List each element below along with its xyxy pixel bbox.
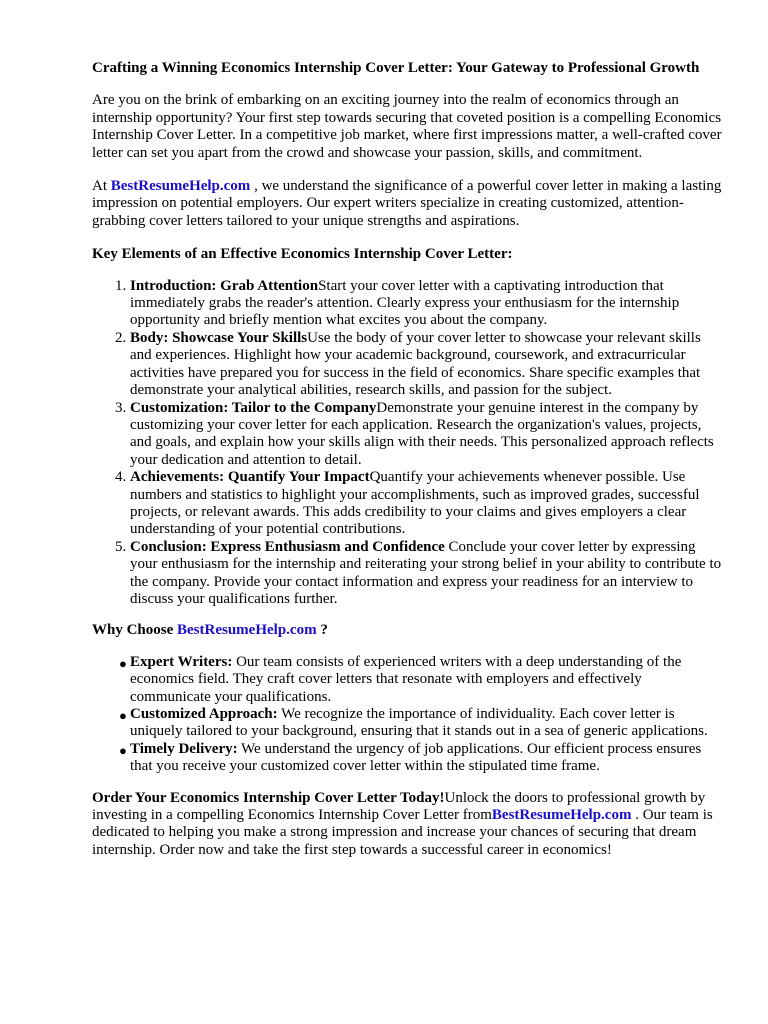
list-item — [119, 653, 724, 706]
bullet-icon: ● — [119, 655, 127, 671]
list-item — [130, 330, 724, 400]
item-text: Start your cover letter with a captivating introduction that immediately grabs the reader's attention. Clearly express your enthusiasm for the internship opportunity and briefly mention what excites you about the company. — [130, 277, 680, 329]
why-choose-list — [92, 654, 724, 776]
why-suffix: ? — [316, 622, 328, 639]
item-title: Introduction: Grab Attention — [130, 277, 319, 294]
item-title: Achievements: Quantify Your Impact — [130, 469, 370, 486]
item-text: Quantify your achievements whenever possible. Use numbers and statistics to highlight your accomplishments, such as improved grades, successful projects, or relevant awards. This adds credibility to your claims and gives employers a clear understanding of your potential contributions. — [130, 469, 700, 538]
item-title: Timely Delivery: — [130, 740, 238, 757]
bullet-icon: ● — [119, 742, 127, 758]
item-title: Conclusion: Express Enthusiasm and Confidence — [130, 538, 445, 555]
list-item — [130, 278, 724, 330]
why-prefix: Why Choose — [92, 622, 178, 639]
key-elements-list — [92, 278, 724, 609]
bullet-icon: ● — [119, 708, 127, 723]
key-elements-heading: Key Elements of an Effective Economics Internship Cover Letter: — [92, 246, 513, 263]
order-suffix: . Our team is dedicated to helping you make a strong impression and increase your chances of securing that dream internship. Order now and take the first step towards a successful career in economics! — [92, 807, 713, 858]
order-title: Order Your Economics Internship Cover Letter Today! — [92, 789, 445, 806]
item-text: Our team consists of experienced writers with a deep understanding of the economics field. They craft cover letters that resonate with employers and effectively communicate your qualifications. — [130, 653, 682, 705]
item-text: We understand the urgency of job applications. Our efficient process ensures that you receive your customized cover letter within the stipulated time frame. — [130, 740, 702, 775]
why-choose-heading — [92, 622, 724, 639]
item-text: Conclude your cover letter by expressing your enthusiasm for the internship and reiterating your strong belief in your ability to contribute to the company. Provide your contact information and express your readiness for an interview to discuss your qualifications further. — [130, 538, 722, 607]
item-text: Use the body of your cover letter to showcase your relevant skills and experiences. Highlight how your academic background, coursework, and extracurricular activities have prepared you for success in the field of economics. Share specific examples that demonstrate your analytical abilities, research skills, and passion for the subject. — [130, 329, 701, 399]
about-text: , we understand the significance of a powerful cover letter in making a lasting impression on potential employers. Our expert writers specialize in creating customized, attention-grabbing cover letters tailored to your unique strengths and aspirations. — [92, 178, 722, 229]
list-item — [119, 740, 724, 776]
order-text: Unlock the doors to professional growth by investing in a compelling Economics Internship Cover Letter from — [92, 789, 706, 824]
list-item — [130, 400, 724, 470]
about-paragraph — [92, 178, 724, 230]
list-item — [130, 469, 724, 539]
intro-paragraph: Are you on the brink of embarking on an exciting journey into the realm of economics through an internship opportunity? Your first step towards securing that coveted position is a compelling Economics Internship Cover Letter. In a competitive job market, where first impressions matter, a well-crafted cover letter can set you apart from the crowd and showcase your passion, skills, and commitment. — [92, 92, 722, 161]
list-item — [119, 706, 724, 741]
item-title: Expert Writers: — [130, 653, 233, 670]
page-title: Crafting a Winning Economics Internship Cover Letter: Your Gateway to Professional Growth — [92, 60, 700, 76]
list-item — [130, 539, 724, 609]
item-text: We recognize the importance of individuality. Each cover letter is uniquely tailored to your background, ensuring that it stands out in a sea of generic applications. — [130, 706, 708, 740]
about-site-link[interactable]: BestResumeHelp.com — [110, 178, 251, 195]
order-paragraph — [92, 790, 724, 860]
item-title: Customized Approach: — [130, 706, 278, 722]
item-text: Demonstrate your genuine interest in the company by customizing your cover letter for each application. Research the organization's values, projects, and goals, and explain how your skills align with their needs. This personalized approach reflects your dedication and attention to detail. — [130, 399, 714, 468]
why-site-link[interactable]: BestResumeHelp.com — [177, 622, 317, 639]
item-title: Customization: Tailor to the Company — [130, 399, 377, 416]
order-site-link[interactable]: BestResumeHelp.com — [491, 807, 632, 824]
about-prefix: At — [92, 178, 111, 195]
item-title: Body: Showcase Your Skills — [130, 329, 308, 346]
